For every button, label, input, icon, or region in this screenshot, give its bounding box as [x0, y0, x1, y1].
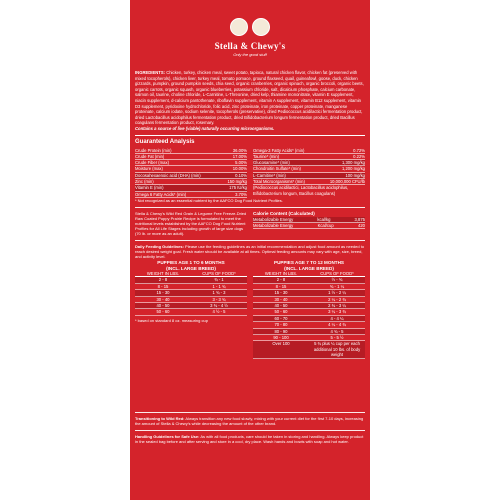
ingredients-text: Chicken, turkey, chicken meal, sweet potato, tapioca, natural chicken flavor, chicken fat (preserved with mixed tocopherols), chicken liver, turkey meal, tomato pomace, ground flaxseed, quail, guineafowl, goose, duck, chicken gizzards, pumpkin, ground pumpkin seeds, chia seed, organic cranberries, organic spinach, organic broccoli, organic beets, organic carrots, organic squash, organic blueberries, potassium chloride, salt, dicalcium phosphate, calcium carbonate, salmon oil, taurine, choline chloride, L-Carnitine, L-Threonine, dried kelp, thiamine mononitrate, vitamin E supplement, niacin supplement, d-calcium pantothenate, riboflavin supplement, vitamin A supplement, vitamin B12 supplement, vitamin D3 supplement, pyridoxine hydrochloride, folic acid, zinc proteinate, iron proteinate, copper proteinate, manganese proteinate, calcium iodate, sodium selenite, tocopherols (preservative), dried Pediococcus acidilactici fermentation product, dried Lactobacillus acidophilus fermentation product, dried Bifidobacterium longum fermentation product, dried Bacillus coagulans fermentation product, rosemary.	[135, 70, 364, 126]
ga-right-column	[253, 148, 365, 198]
ingredients-label: INGREDIENTS:	[135, 70, 166, 75]
table-row: 2 - 8 ¾ - 1	[135, 277, 247, 283]
feeding-tables	[135, 260, 365, 359]
feeding-table-title: PUPPIES AGE 7 TO 12 MONTHS (INCL. LARGE BREED)	[274, 259, 344, 271]
feeding-table-title: PUPPIES AGE 1 TO 6 MONTHS (INCL. LARGE BREED)	[157, 259, 225, 271]
feeding-table-header: WEIGHT IN LBS. CUPS OF FOOD*	[135, 271, 247, 277]
ga-footnote: * Not recognized as an essential nutrient by the AAFCO Dog Food Nutrient Profiles.	[135, 197, 283, 203]
ga-row: Docosahexaenoic acid (DHA) (min) 0.10%	[135, 172, 247, 178]
calorie-row: Metabolizable Energy kcal/kg 3,875	[253, 216, 365, 222]
feeding-table-note: * based on standard 8 oz. measuring cup	[135, 317, 208, 323]
table-row: 50 - 60 4 ½ - 5	[135, 309, 247, 315]
calorie-content	[253, 211, 365, 236]
ga-row: Total Microorganisms* (min) 10,000,000 CFU/lb	[253, 179, 365, 185]
table-row: 50 - 60 3 ¼ - 3 ¾	[253, 309, 365, 315]
table-row: 15 - 30 1 ½ - 2 ¼	[253, 290, 365, 296]
brand-logo	[130, 0, 370, 64]
table-row: Over 100 5 ¾ plus ¼ cup per each additional 10 lbs. of body weight	[253, 341, 365, 358]
ga-row: Crude Fiber (max) 5.00%	[135, 160, 247, 166]
table-row: 40 - 50 3 ¾ - 4 ½	[135, 303, 247, 309]
table-row: 2 - 8 ½ - ¾	[253, 277, 365, 283]
table-row: 30 - 40 2 ¼ - 2 ¾	[253, 297, 365, 303]
table-row: 30 - 40 3 - 3 ¾	[135, 297, 247, 303]
ingredients-block	[135, 70, 365, 126]
label-content	[135, 70, 365, 359]
table-row: 60 - 70 4 - 4 ¼	[253, 316, 365, 322]
brand-tagline: Only the good stuff	[233, 52, 267, 57]
ga-left-column	[135, 148, 247, 198]
feeding-guidelines: Daily Feeding Guidelines: Please use the feeding guidelines as an initial recommendation and adjust food amount as needed to reach desired weight goal. Fresh water should be available at all times. Optimal feeding amounts may vary with age, size, breed, and activity level.	[135, 243, 365, 259]
handling-note: Handling Guidelines for Safe Use: As with all food products, care should be taken in storing and handling. Always keep product in the sealed bag before and after serving and store in a cool, dry place. Wash hands and bowls with soap and hot water.	[135, 434, 364, 444]
dog-cat-logo-icon	[130, 18, 370, 40]
ga-row: Omega-3 Fatty Acids* (min) 0.72%	[253, 147, 365, 153]
ga-row: Vitamin E (min) 175 IU/kg	[135, 185, 247, 191]
ga-row: Crude Protein (min) 36.00%	[135, 147, 247, 153]
table-row: 8 - 15 ¾ - 1 ¼	[253, 284, 365, 290]
bottom-notes	[130, 408, 370, 500]
table-row: 40 - 50 2 ¾ - 3 ¼	[253, 303, 365, 309]
ga-row: (Pediococcus acidilactici, Lactobacillus acidophilus, Bifidobacterium longum, Bacillus coagulans)	[253, 185, 349, 196]
ga-row: Glucosamine* (min) 1,300 mg/kg	[253, 160, 365, 166]
table-row: 8 - 15 1 - 1 ¾	[135, 284, 247, 290]
feeding-table-1-6-months	[135, 260, 247, 359]
ga-row: Omega 6 Fatty Acids* (min) 3.70%	[135, 191, 247, 197]
label-panel	[130, 0, 370, 500]
aafco-statement: Stella & Chewy's Wild Red Grain & Legume Free Freeze-Dried Raw Coated Puppy Prairie Recipe is formulated to meet the nutritional levels established by the AAFCO Dog Food Nutrient Profiles for All Life Stages including growth of large size dogs (70 lb. or more as an adult).	[135, 210, 247, 236]
table-row: 80 - 90 4 ¾ - 5	[253, 329, 365, 335]
transitioning-note: Transitioning to Wild Red: Always transition any new food slowly, mixing with your current diet for the first 7-10 days, increasing the amount of Stella & Chewy's while decreasing the amount of the other brand.	[135, 416, 364, 426]
ga-row: Chondroitin Sulfate* (min) 1,200 mg/kg	[253, 166, 365, 172]
table-row: 15 - 30 1 ¾ - 3	[135, 290, 247, 296]
ga-row: Zinc (min) 150 mg/kg	[135, 179, 247, 185]
feeding-table-7-12-months	[253, 260, 365, 359]
ga-row: L-Carnitine* (min) 100 mg/kg	[253, 172, 365, 178]
table-row: 70 - 80 4 ¼ - 4 ¾	[253, 322, 365, 328]
feeding-table-header: WEIGHT IN LBS. CUPS OF FOOD*	[253, 271, 365, 277]
ga-row: Crude Fat (min) 17.00%	[135, 153, 247, 159]
guaranteed-analysis-title: Guaranteed Analysis	[135, 138, 195, 145]
calorie-title: Calorie Content (Calculated)	[253, 210, 315, 216]
brand-name: Stella & Chewy's	[214, 41, 286, 51]
aafco-calorie-section	[135, 211, 365, 236]
ingredients-note: Contains a source of live (viable) naturally occurring microorganisms.	[135, 125, 275, 131]
table-row: 90 - 100 5 - 5 ½	[253, 335, 365, 341]
calorie-row: Metabolizable Energy Kcal/cup 420	[253, 222, 365, 228]
ga-row: Moisture (max) 10.00%	[135, 166, 247, 172]
guaranteed-analysis-table	[135, 148, 365, 198]
ga-row: Taurine* (min) 0.22%	[253, 153, 365, 159]
